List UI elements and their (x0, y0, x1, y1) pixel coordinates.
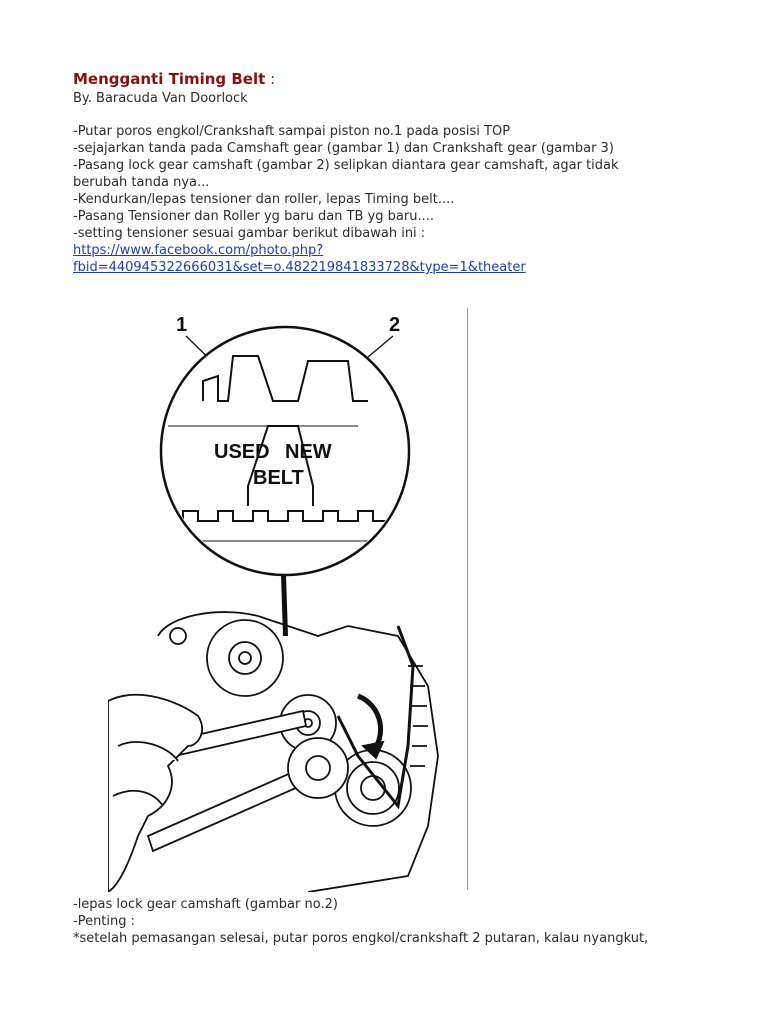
step-line: -sejajarkan tanda pada Camshaft gear (gambar 1) dan Crankshaft gear (gambar 3) (73, 141, 614, 156)
camshaft-pulley (207, 620, 283, 696)
after-notes (73, 896, 753, 947)
link-line-2: fbid=440945322666031&set=o.482219841833728&type=1&theater (73, 260, 526, 275)
label-new: NEW (285, 441, 332, 463)
title-colon: : (270, 70, 276, 88)
label-belt: BELT (253, 467, 304, 489)
magnifier-detail (161, 327, 409, 575)
note-line: -lepas lock gear camshaft (gambar no.2) (73, 897, 338, 912)
step-line: -setting tensioner sesuai gambar berikut dibawah ini : (73, 226, 426, 241)
label-used: USED (214, 441, 270, 463)
step-line: -Pasang lock gear camshaft (gambar 2) selipkan diantara gear camshaft, agar tidak (73, 158, 619, 173)
step-line: -Pasang Tensioner dan Roller yg baru dan TB yg baru.... (73, 209, 434, 224)
note-line: *setelah pemasangan selesai, putar poros engkol/crankshaft 2 putaran, kalau nyangkut, (73, 931, 649, 946)
timing-belt-diagram (108, 306, 478, 892)
step-line: -Putar poros engkol/Crankshaft sampai piston no.1 pada posisi TOP (73, 124, 511, 139)
callout-2: 2 (389, 314, 401, 336)
instruction-steps (73, 123, 713, 276)
author-line: By. Baracuda Van Doorlock (73, 91, 248, 106)
callout-1: 1 (176, 314, 188, 336)
step-line: -Kendurkan/lepas tensioner dan roller, lepas Timing belt.... (73, 192, 455, 207)
step-line: berubah tanda nya... (73, 175, 210, 190)
magnifier-pointer (281, 575, 288, 636)
note-line: -Penting : (73, 914, 136, 929)
facebook-photo-link[interactable] (73, 242, 713, 276)
heading-line (73, 70, 275, 89)
link-line-1: https://www.facebook.com/photo.php? (73, 243, 324, 258)
page-title: Mengganti Timing Belt (73, 70, 266, 88)
